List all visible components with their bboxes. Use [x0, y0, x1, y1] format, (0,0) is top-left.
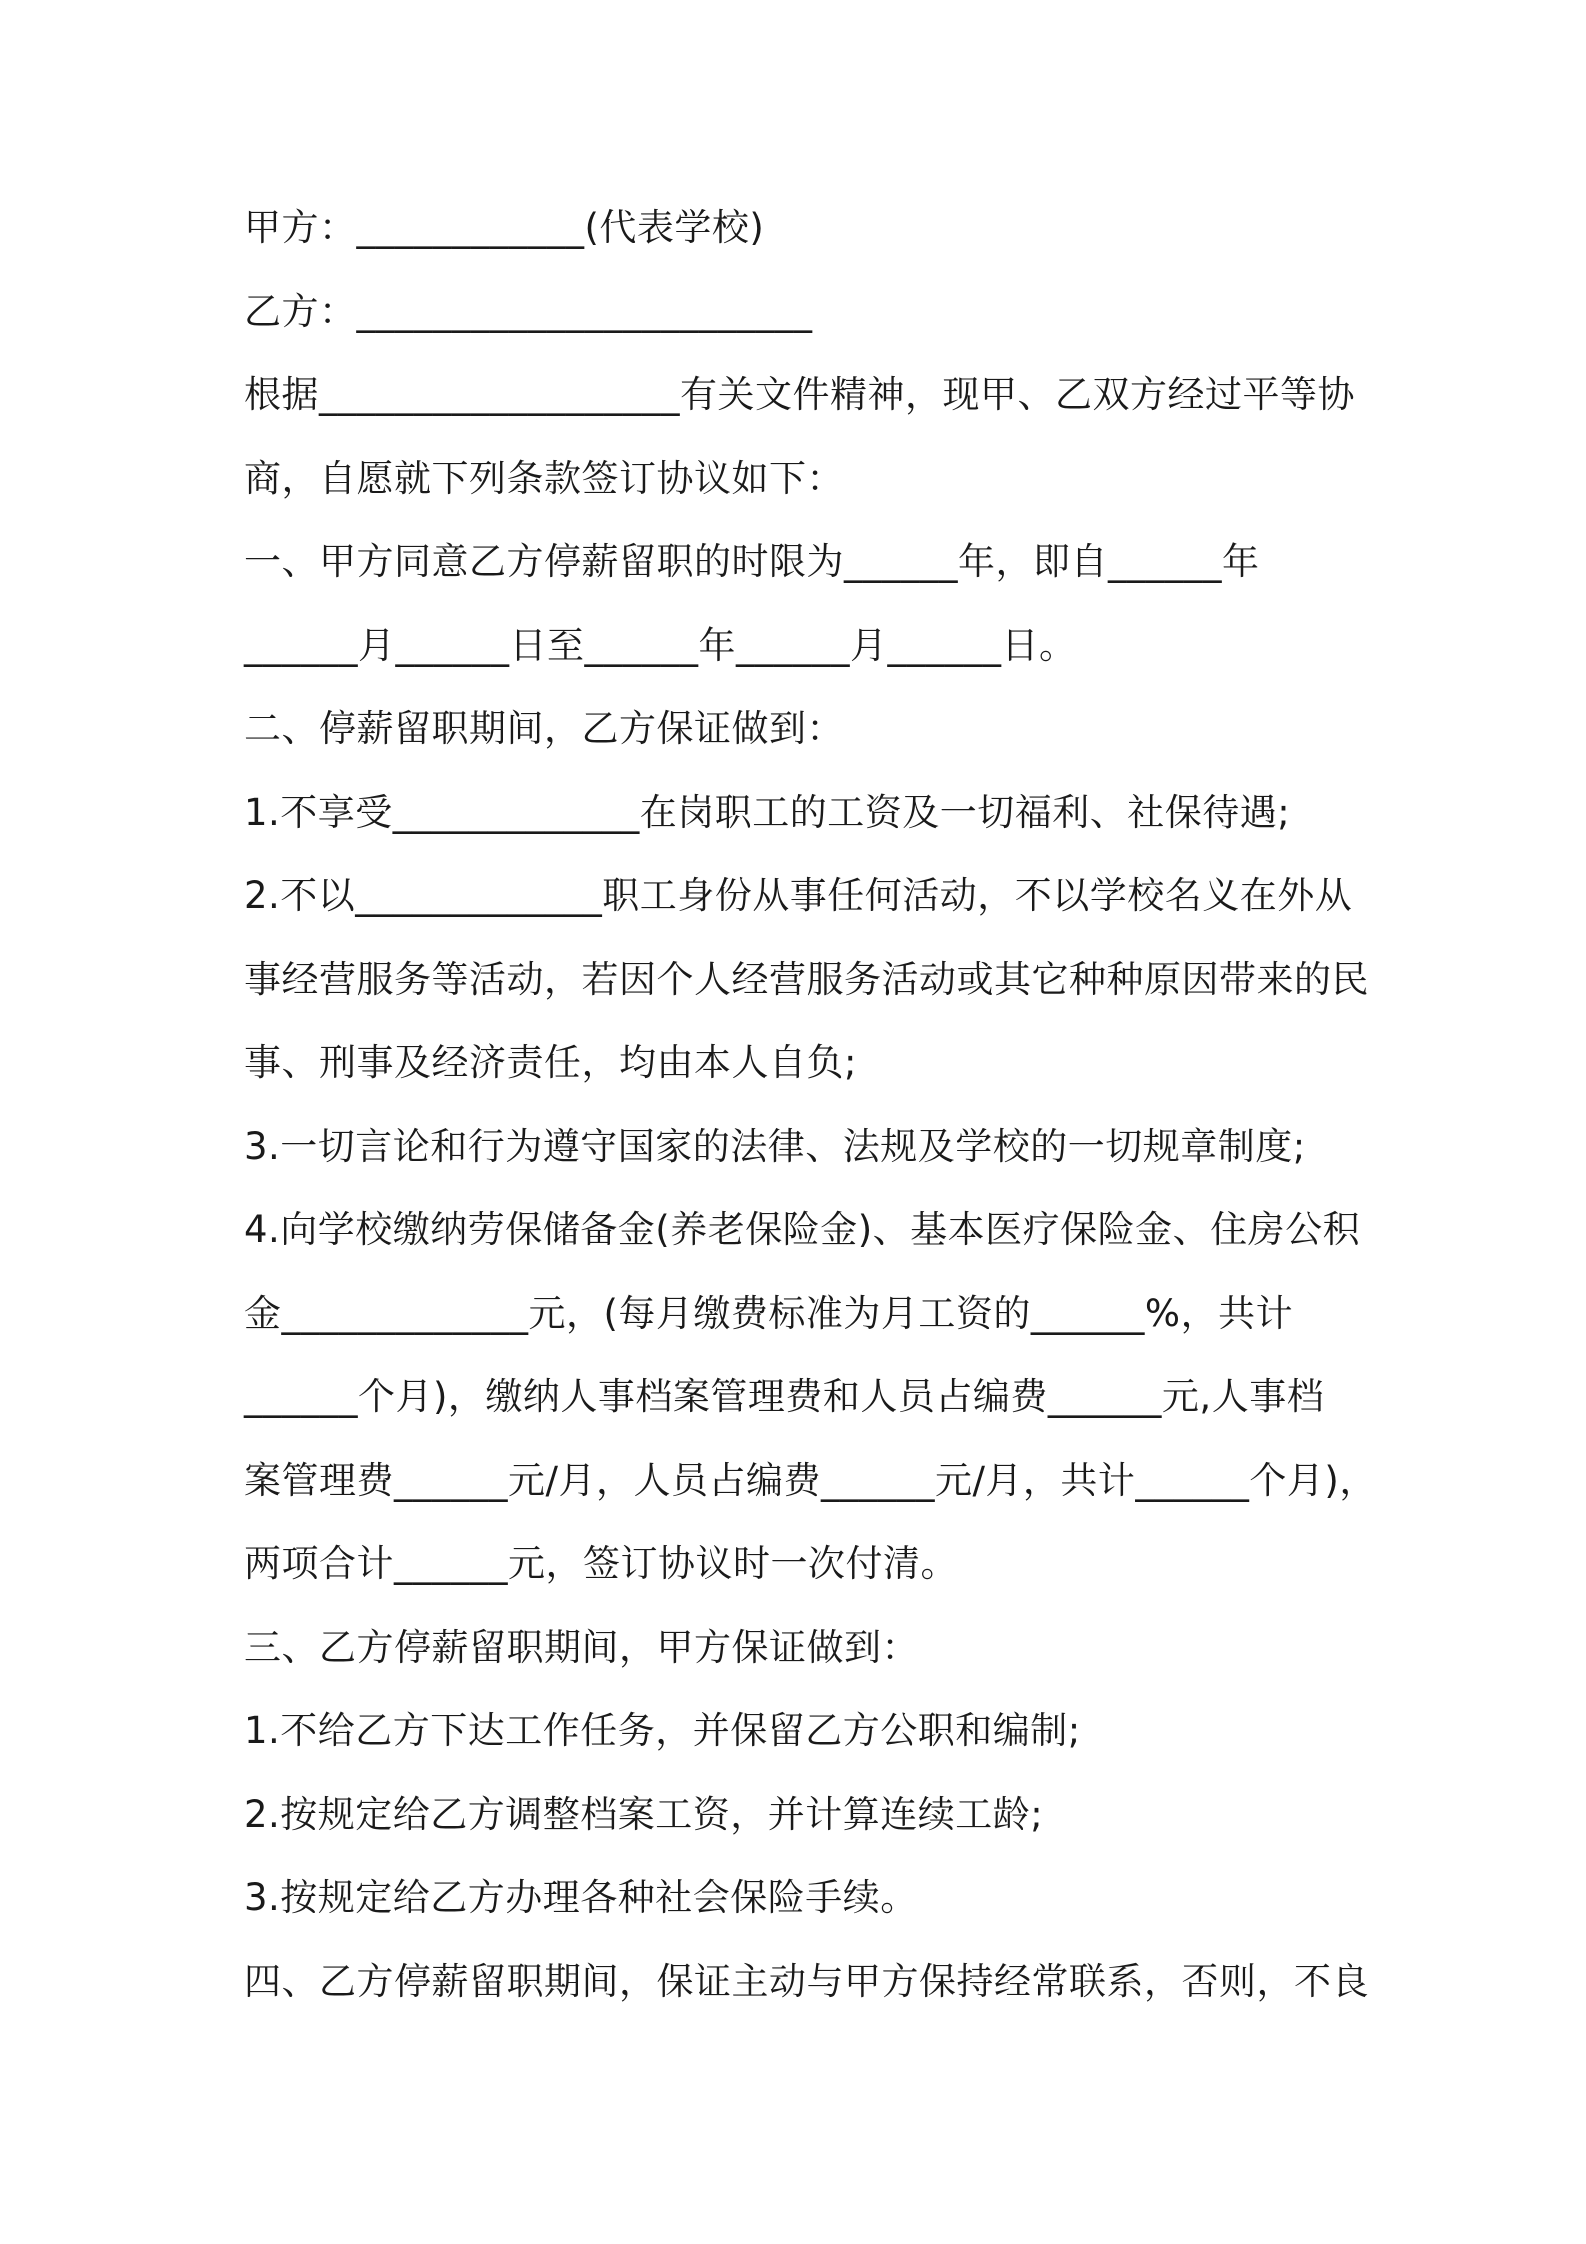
clause-3-item-3: 3.按规定给乙方办理各种社会保险手续。: [244, 1876, 918, 1919]
clause-2-item-3: 3.一切言论和行为遵守国家的法律、法规及学校的一切规章制度;: [244, 1125, 1306, 1168]
clause-3-heading: 三、乙方停薪留职期间，甲方保证做到：: [244, 1626, 919, 1669]
clause-3-item-1: 1.不给乙方下达工作任务，并保留乙方公职和编制;: [244, 1709, 1081, 1752]
preamble-line-1: 根据___________________有关文件精神，现甲、乙双方经过平等协: [244, 373, 1355, 416]
clause-2-heading: 二、停薪留职期间，乙方保证做到：: [244, 707, 844, 750]
clause-2-item-2-line-2: 事经营服务等活动，若因个人经营服务活动或其它种种原因带来的民: [244, 958, 1369, 1001]
party-a-line: 甲方：____________(代表学校): [244, 206, 765, 249]
clause-2-item-4-line-2: 金_____________元，(每月缴费标准为月工资的______%，共计: [244, 1292, 1294, 1335]
clause-2-item-4-line-1: 4.向学校缴纳劳保储备金(养老保险金)、基本医疗保险金、住房公积: [244, 1208, 1361, 1251]
preamble-line-2: 商，自愿就下列条款签订协议如下：: [244, 457, 844, 500]
clause-2-item-4-line-4: 案管理费______元/月，人员占编费______元/月，共计______个月)，: [244, 1459, 1377, 1502]
party-b-line: 乙方：________________________: [244, 290, 813, 333]
clause-2-item-1: 1.不享受_____________在岗职工的工资及一切福利、社保待遇;: [244, 791, 1291, 834]
clause-1-line-2: ______月______日至______年______月______日。: [244, 624, 1077, 667]
clause-2-item-2-line-1: 2.不以_____________职工身份从事任何活动，不以学校名义在外从: [244, 874, 1353, 917]
clause-1-line-1: 一、甲方同意乙方停薪留职的时限为______年，即自______年: [244, 540, 1260, 583]
clause-2-item-2-line-3: 事、刑事及经济责任，均由本人自负;: [244, 1041, 857, 1084]
clause-2-item-4-line-3: ______个月)，缴纳人事档案管理费和人员占编费______元,人事档: [244, 1375, 1325, 1418]
clause-2-item-4-line-5: 两项合计______元，签订协议时一次付清。: [244, 1542, 958, 1585]
clause-4-line-1: 四、乙方停薪留职期间，保证主动与甲方保持经常联系，否则，不良: [244, 1960, 1369, 2003]
clause-3-item-2: 2.按规定给乙方调整档案工资，并计算连续工龄;: [244, 1793, 1044, 1836]
